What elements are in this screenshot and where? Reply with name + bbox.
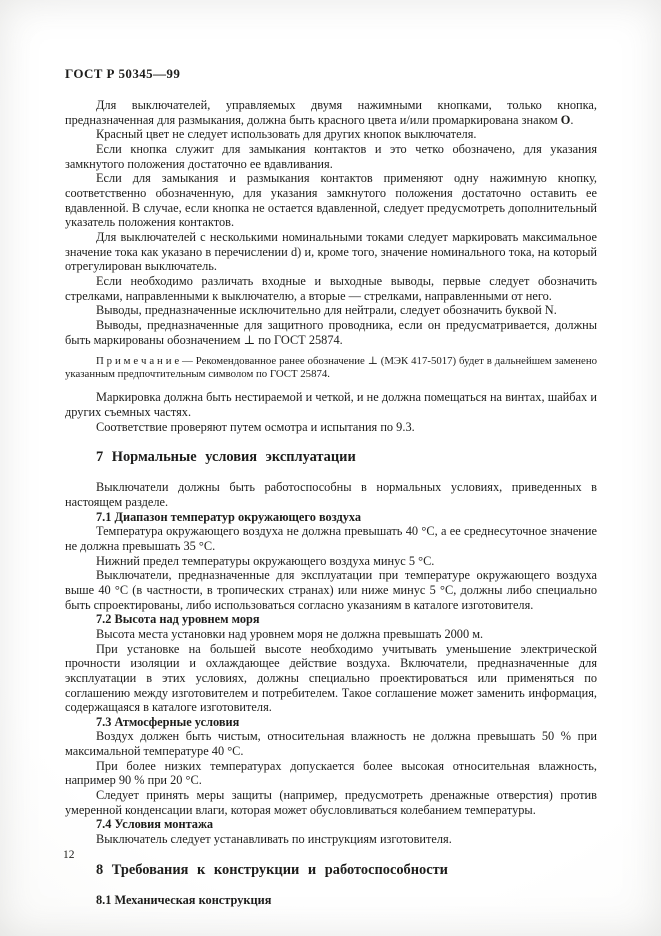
paragraph: Нижний предел температуры окружающего воздуха минус 5 °С. [96,553,435,568]
paragraph [65,98,597,127]
paragraph: Красный цвет не следует использовать для других кнопок выключателя. [96,127,477,142]
paragraph-text-tail: . [570,112,574,127]
paragraph: Следует принять меры защиты (например, предусмотреть дренажные отверстия) против умеренной конденсации влаги, которая может обусловливаться колебанием температуры. [65,788,597,817]
paragraph: Выводы, предназначенные для защитного проводника, если он предусматривается, должны быть маркированы обозначением ⊥ по ГОСТ 25874. [65,317,597,347]
paragraph-text: Для выключателей, управляемых двумя нажимными кнопками, только кнопка, предназначенная для размыкания, должна быть красного цвета и/или промаркирована знаком [65,98,597,127]
paragraph: Выключатели, предназначенные для эксплуатации при температуре окружающего воздуха выше 40 °С (в частности, в тропических странах) или ниже минус 5 °С, должны либо специально быть спроектированы, либо использоваться согласно указаниям в каталоге изготовителя. [65,568,597,612]
paragraph: Если необходимо различать входные и выходные выводы, первые следует обозначить стрелками, направленными к выключателю, а вторые — стрелками, направленными от него. [65,273,597,303]
section-heading: 8 Требования к конструкции и работоспособности [96,861,448,878]
paragraph: Выключатель следует устанавливать по инструкциям изготовителя. [96,832,452,847]
paragraph: При более низких температурах допускается более высокая относительная влажность, например 90 % при 20 °С. [65,758,597,788]
subsection-heading: 7.3 Атмосферные условия [96,714,240,729]
paragraph: Если кнопка служит для замыкания контактов и это четко обозначено, для указания замкнутого положения достаточно ее вдавливания. [65,141,597,171]
paragraph: Выводы, предназначенные исключительно для нейтрали, следует обозначить буквой N. [96,303,557,318]
subsection-heading: 7.1 Диапазон температур окружающего воздуха [96,509,362,524]
subsection-heading: 7.2 Высота над уровнем моря [96,612,260,627]
paragraph: Маркировка должна быть нестираемой и четкой, и не должна помещаться на винтах, шайбах и других съемных частях. [65,390,597,419]
paragraph: Воздух должен быть чистым, относительная влажность не должна превышать 50 % при максимальной температуре 40 °С. [65,729,597,759]
page-number: 12 [63,849,75,861]
paragraph: Для выключателей с несколькими номинальными токами следует маркировать максимальное значение тока как указано в перечислении d) и, кроме того, значение номинального тока, на который отрегулирован выключатель. [65,229,597,274]
note-paragraph: П р и м е ч а н и е — Рекомендованное ранее обозначение ⊥ (МЭК 417-5017) будет в дальнейшем заменено указанным предпочтительным символом по ГОСТ 25874. [65,355,597,381]
document-code-header: ГОСТ Р 50345—99 [65,66,181,81]
text-block [65,66,597,907]
bold-mark: О [560,112,571,127]
subsection-heading: 8.1 Механическая конструкция [96,892,272,907]
paragraph: Высота места установки над уровнем моря не должна превышать 2000 м. [96,626,484,641]
paragraph: Если для замыкания и размыкания контактов применяют одну нажимную кнопку, соответственно обозначенную, для указания замкнутого положения достаточно оставить ее вдавленной. В случае, если кнопка не остается вдавленной, следует предусмотреть дополнительный указатель положения контактов. [65,171,597,230]
subsection-heading: 7.4 Условия монтажа [96,817,214,832]
document-body [65,98,597,907]
paragraph: Температура окружающего воздуха не должна превышать 40 °С, а ее среднесуточное значение не должна превышать 35 °С. [65,524,597,553]
paragraph: Выключатели должны быть работоспособны в нормальных условиях, приведенных в настоящем разделе. [65,480,597,509]
paragraph: Соответствие проверяют путем осмотра и испытания по 9.3. [96,419,415,434]
section-heading: 7 Нормальные условия эксплуатации [96,449,356,466]
paragraph: При установке на большей высоте необходимо учитывать уменьшение электрической прочности изоляции и охлаждающее действие воздуха. Включатели, предназначенные для эксплуатации в этих условиях, должны специально проектироваться или применяться по соглашению между изготовителем и потребителем. Такое соглашение может заменить информация, содержащаяся в каталоге изготовителя. [65,641,597,715]
